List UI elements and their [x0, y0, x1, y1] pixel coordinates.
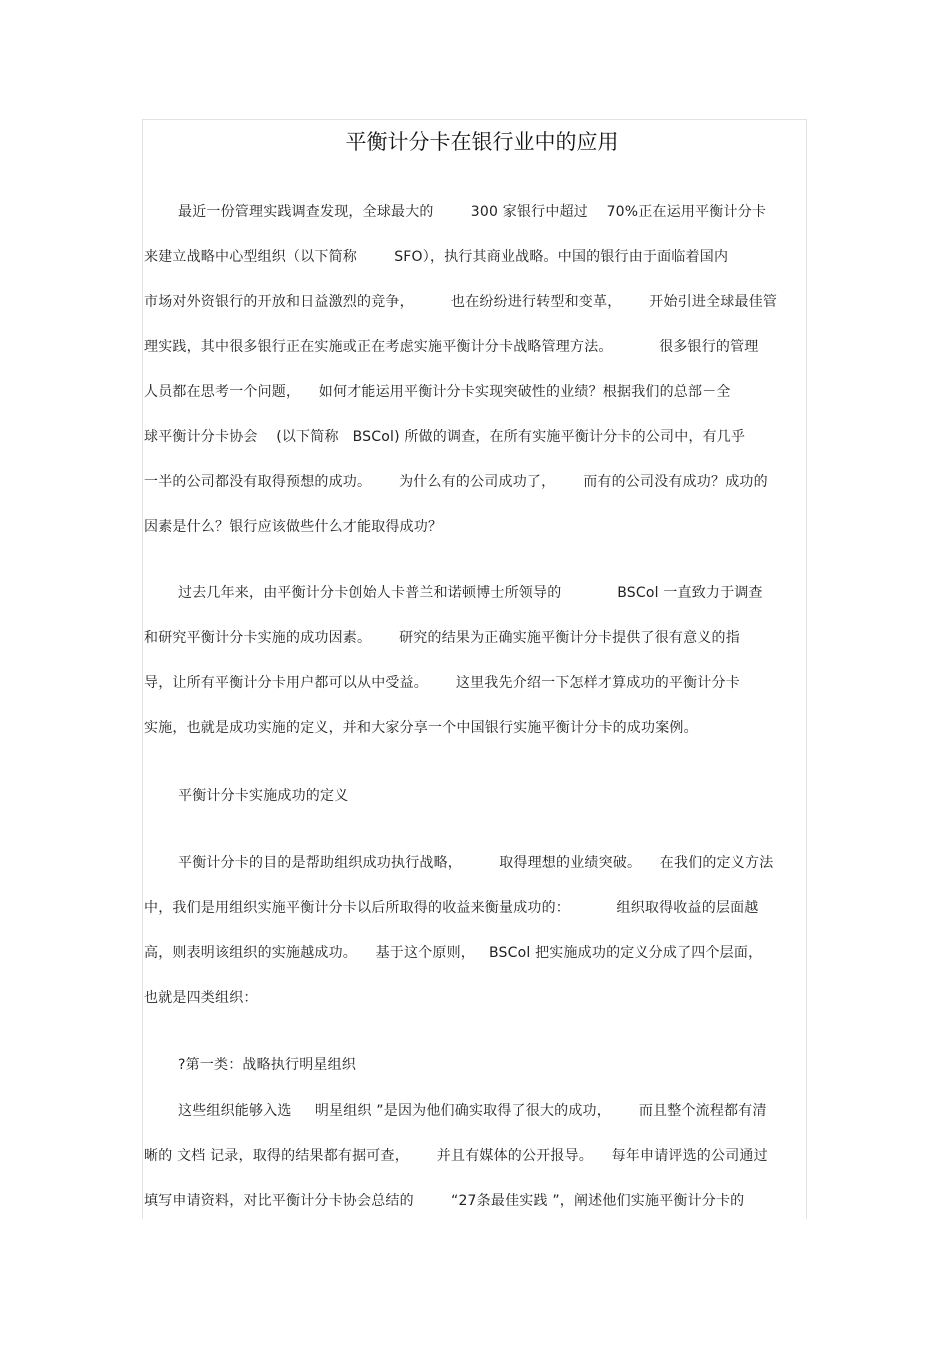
paragraph-line: 来建立战略中心型组织（以下简称 SFO），执行其商业战略。中国的银行由于面临着国内: [144, 249, 729, 265]
paragraph-line: 人员都在思考一个问题， 如何才能运用平衡计分卡实现突破性的业绩？根据我们的总部－全: [144, 384, 731, 400]
document-title: 平衡计分卡在银行业中的应用: [345, 130, 619, 154]
paragraph-line: 一半的公司都没有取得预想的成功。 为什么有的公司成功了， 而有的公司没有成功？成功的: [144, 474, 768, 490]
paragraph-line: 球平衡计分卡协会 (以下简称 BSCol) 所做的调查，在所有实施平衡计分卡的公司中，有几乎: [144, 429, 746, 445]
paragraph-line: 理实践，其中很多银行正在实施或正在考虑实施平衡计分卡战略管理方法。 很多银行的管理: [144, 339, 759, 355]
paragraph-line: 这些组织能够入选 明星组织 ”是因为他们确实取得了很大的成功， 而且整个流程都有清: [178, 1103, 767, 1119]
paragraph-line: 最近一份管理实践调查发现，全球最大的 300 家银行中超过 70%正在运用平衡计分卡: [178, 204, 767, 220]
paragraph-line: 高，则表明该组织的实施越成功。 基于这个原则， BSCol 把实施成功的定义分成了四个层面，: [144, 945, 763, 961]
paragraph-line: 晰的 文档 记录，取得的结果都有据可查， 并且有媒体的公开报导。 每年申请评选的公司通过: [144, 1148, 768, 1164]
paragraph-line: 导，让所有平衡计分卡用户都可以从中受益。 这里我先介绍一下怎样才算成功的平衡计分卡: [144, 675, 740, 691]
paragraph-line: 平衡计分卡的目的是帮助组织成功执行战略， 取得理想的业绩突破。 在我们的定义方法: [178, 855, 774, 871]
paragraph-line: 因素是什么？银行应该做些什么才能取得成功？: [144, 519, 443, 535]
paragraph-line: 和研究平衡计分卡实施的成功因素。 研究的结果为正确实施平衡计分卡提供了很有意义的指: [144, 630, 740, 646]
section-heading: 平衡计分卡实施成功的定义: [178, 788, 349, 804]
paragraph-line: 也就是四类组织：: [144, 990, 258, 1006]
paragraph-line: 市场对外资银行的开放和日益激烈的竞争， 也在纷纷进行转型和变革， 开始引进全球最佳管: [144, 294, 778, 310]
paragraph-line: 实施，也就是成功实施的定义，并和大家分享一个中国银行实施平衡计分卡的成功案例。: [144, 720, 698, 736]
paragraph-line: 填写申请资料，对比平衡计分卡协会总结的 “27条最佳实践 ”，阐述他们实施平衡计分卡的: [144, 1193, 745, 1209]
paragraph-line: 中，我们是用组织实施平衡计分卡以后所取得的收益来衡量成功的： 组织取得收益的层面越: [144, 900, 759, 916]
paragraph-line: 过去几年来，由平衡计分卡创始人卡普兰和诺顿博士所领导的 BSCol 一直致力于调查: [178, 585, 763, 601]
list-item-heading: ?第一类：战略执行明星组织: [178, 1057, 357, 1073]
